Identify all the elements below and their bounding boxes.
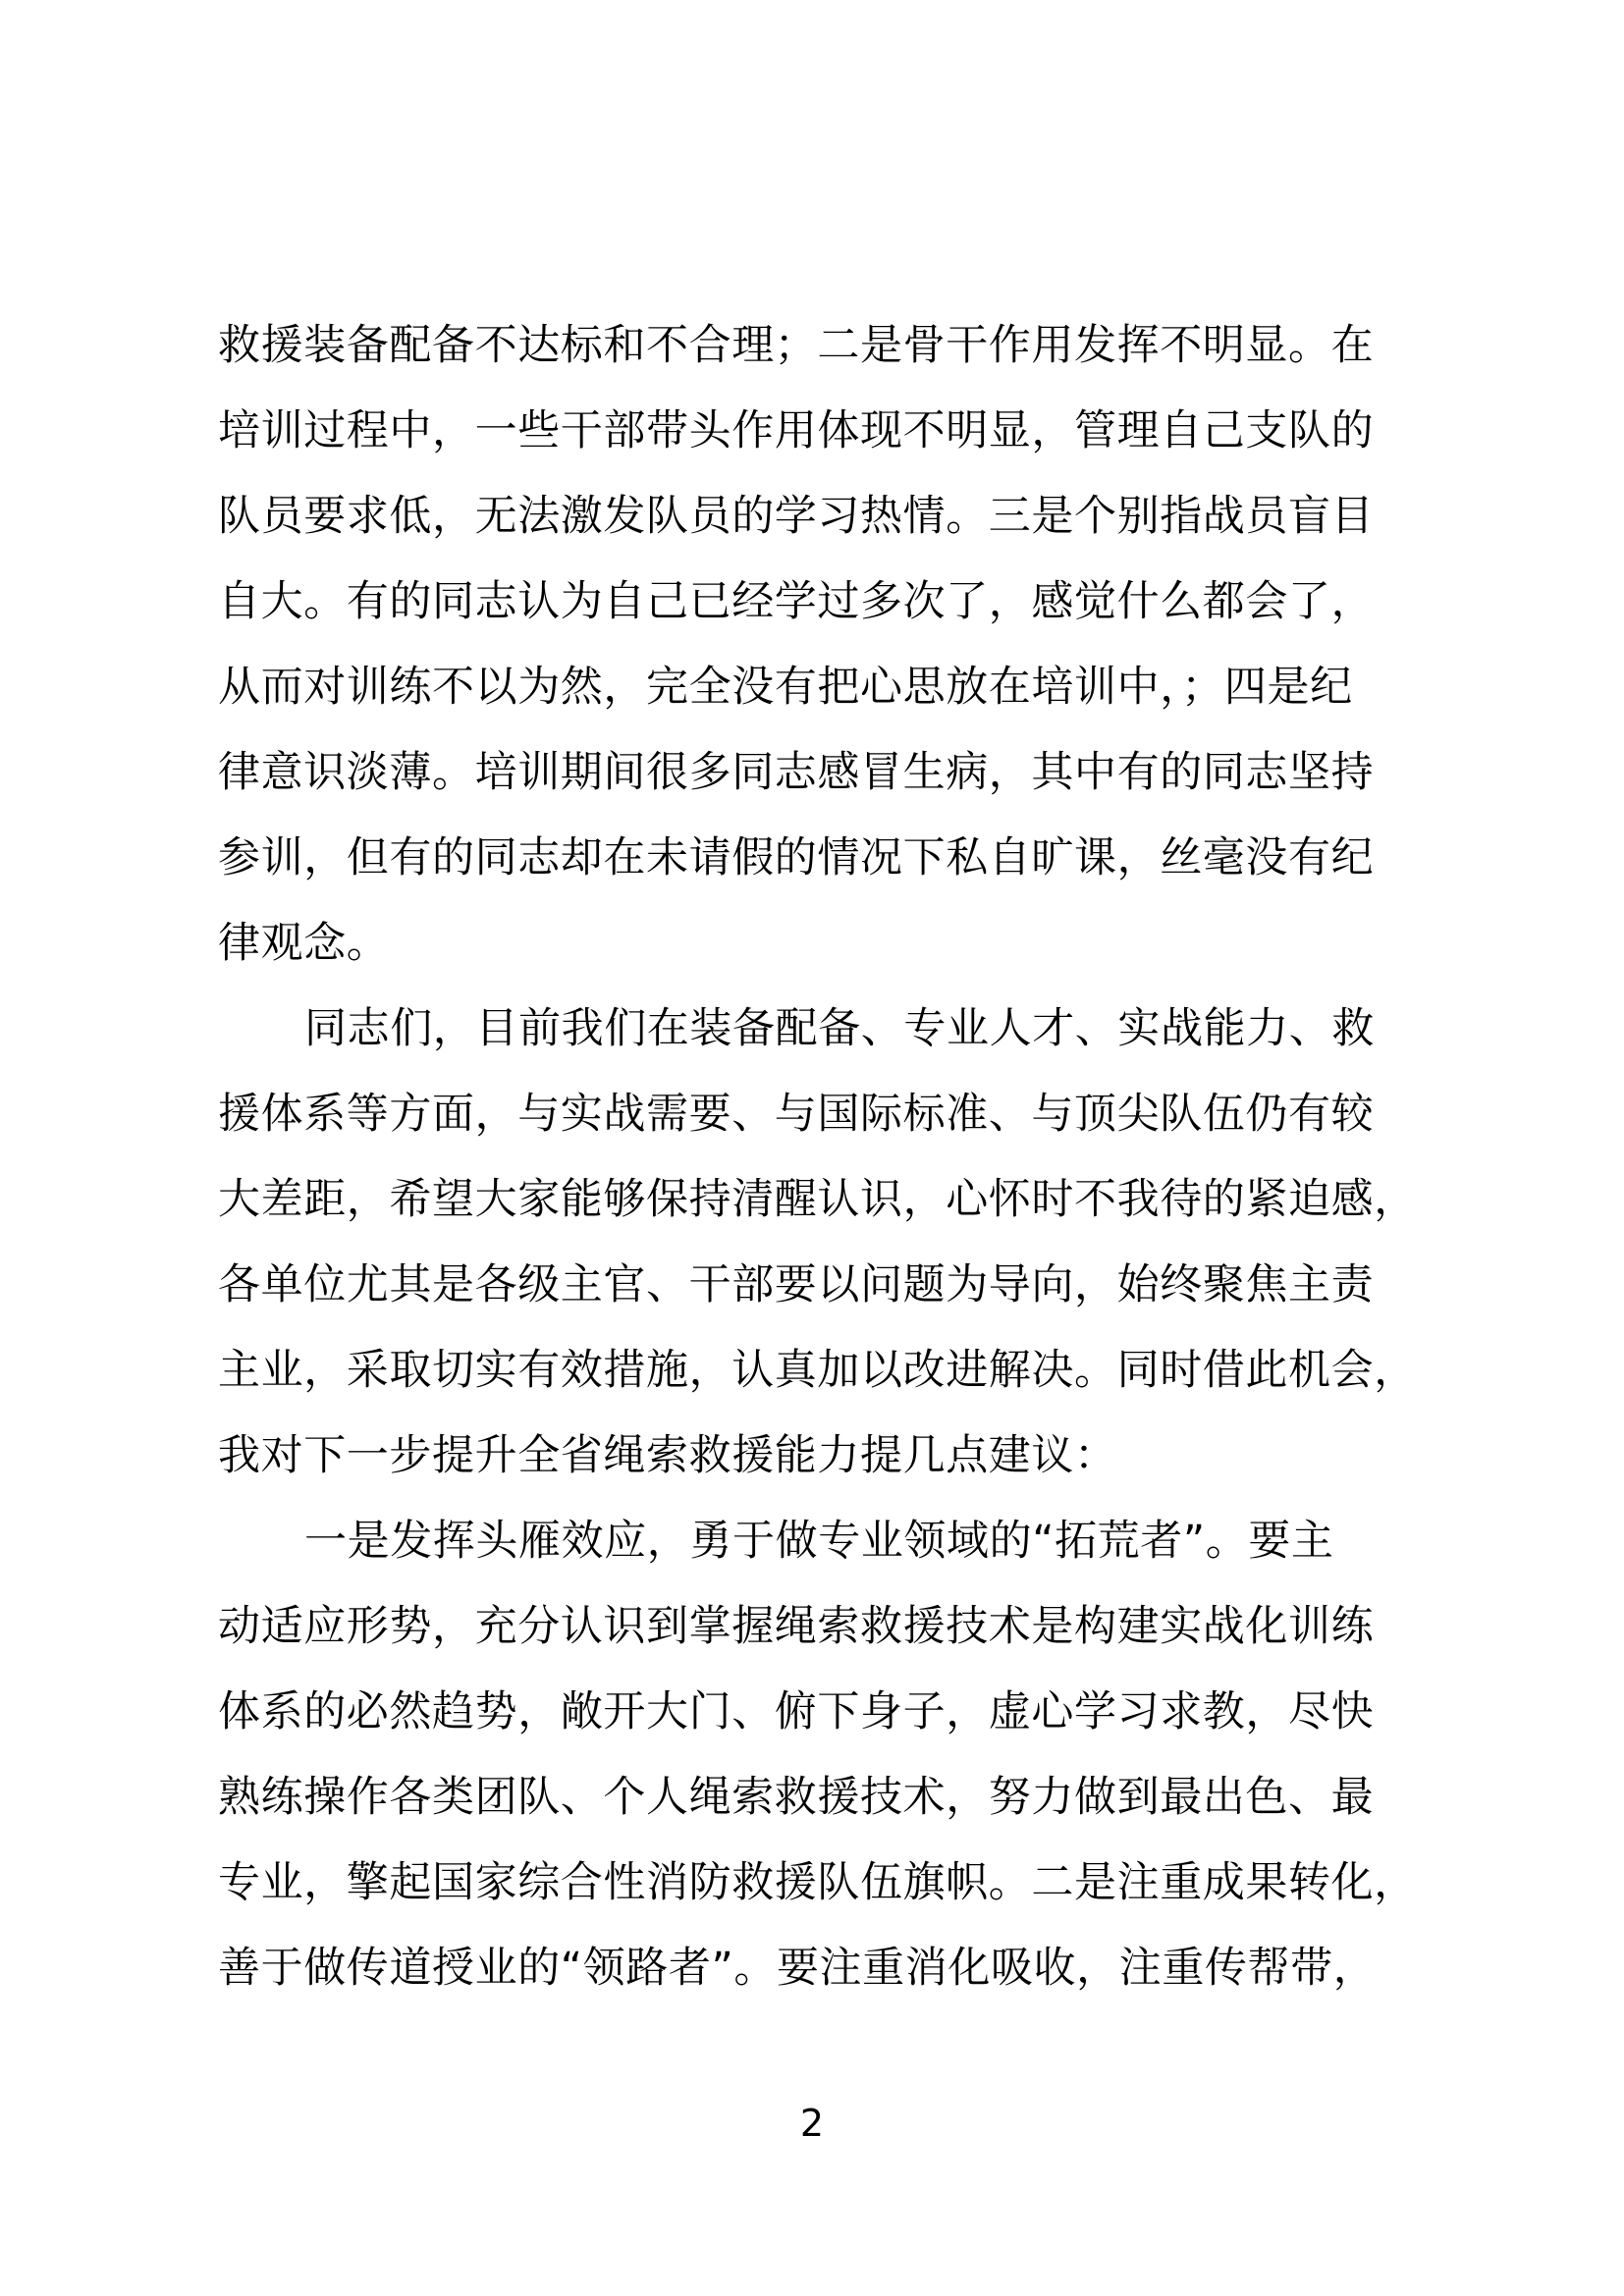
text-line: 各单位尤其是各级主官、干部要以问题为导向，始终聚焦主责: [218, 1260, 1375, 1309]
text-line: 律观念。: [218, 919, 390, 968]
text-line: 从而对训练不以为然，完全没有把心思放在培训中，；四是纪: [218, 663, 1353, 712]
text-line: 参训，但有的同志却在未请假的情况下私自旷课，丝毫没有纪: [218, 833, 1375, 882]
text-line: 律意识淡薄。培训期间很多同志感冒生病，其中有的同志坚持: [218, 748, 1375, 797]
text-line: 自大。有的同志认为自己已经学过多次了，感觉什么都会了，: [218, 577, 1375, 626]
text-line: 救援装备配备不达标和不合理；二是骨干作用发挥不明显。在: [218, 321, 1375, 370]
paragraph-first-line: 一是发挥头雁效应，勇于做专业领域的“拓荒者”。要主: [304, 1517, 1334, 1566]
text-line: 我对下一步提升全省绳索救援能力提几点建议：: [218, 1431, 1117, 1480]
text-line: 培训过程中，一些干部带头作用体现不明显，管理自己支队的: [218, 406, 1375, 455]
text-line: 队员要求低，无法激发队员的学习热情。三是个别指战员盲目: [218, 492, 1375, 541]
text-line: 主业，采取切实有效措施，认真加以改进解决。同时借此机会，: [218, 1346, 1417, 1395]
text-line: 援体系等方面，与实战需要、与国际标准、与顶尖队伍仍有较: [218, 1090, 1375, 1139]
text-line: 体系的必然趋势，敞开大门、俯下身子，虚心学习求教，尽快: [218, 1687, 1375, 1736]
text-line: 动适应形势，充分认识到掌握绳索救援技术是构建实战化训练: [218, 1602, 1375, 1651]
page-number: 2: [799, 2102, 825, 2145]
text-line: 大差距，希望大家能够保持清醒认识，心怀时不我待的紧迫感，: [218, 1175, 1417, 1224]
text-line: 专业，擎起国家综合性消防救援队伍旗帜。二是注重成果转化，: [218, 1858, 1417, 1907]
text-line: 熟练操作各类团队、个人绳索救援技术，努力做到最出色、最: [218, 1773, 1375, 1822]
text-line: 善于做传道授业的“领路者”。要注重消化吸收，注重传帮带，: [218, 1944, 1377, 1993]
paragraph-first-line: 同志们，目前我们在装备配备、专业人才、实战能力、救: [304, 1004, 1375, 1053]
